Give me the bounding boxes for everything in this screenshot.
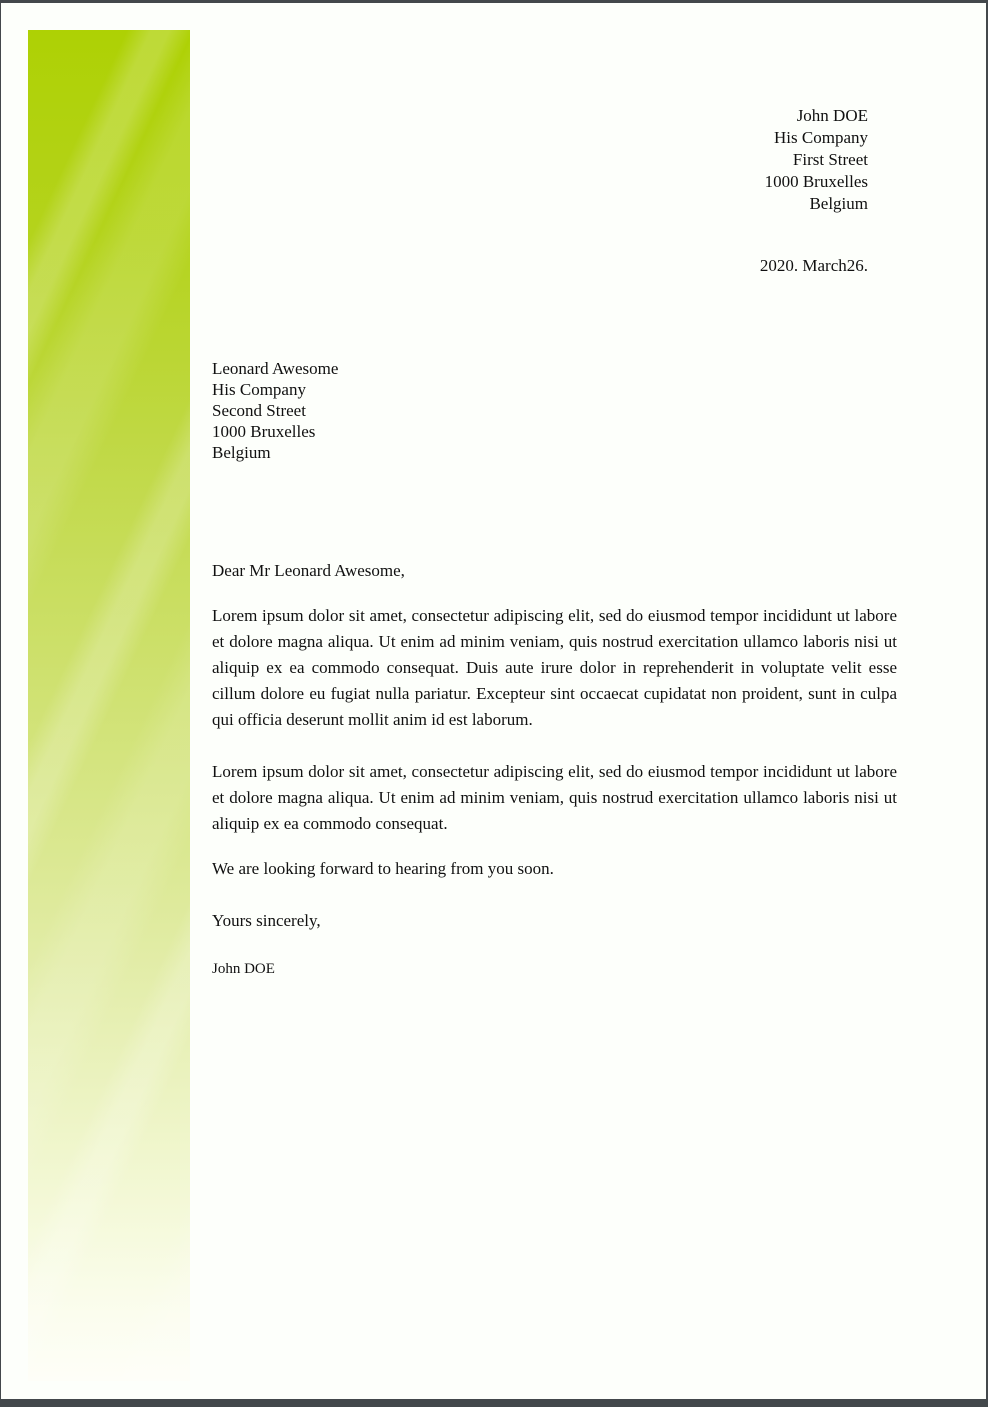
- accent-gradient-bar: [28, 30, 190, 1381]
- recipient-name: Leonard Awesome: [212, 359, 339, 378]
- recipient-address: [212, 358, 897, 463]
- sender-street: First Street: [792, 150, 868, 169]
- body-paragraph: Lorem ipsum dolor sit amet, consectetur adipiscing elit, sed do eiusmod tempor incididunt ut labore et dolore magna aliqua. Ut enim ad minim veniam, quis nostrud exercitation ullamco laboris nisi ut aliquip ex ea commodo consequat. Duis aute irure dolor in reprehenderit in voluptate velit esse cillum dolore eu fugiat nulla pariatur. Excepteur sint occaecat cupidatat non proident, sunt in culpa qui officia deserunt mollit anim id est laborum.: [212, 606, 897, 729]
- sender-address: [212, 105, 897, 215]
- signature: John DOE: [212, 961, 275, 977]
- salutation: Dear Mr Leonard Awesome,: [212, 561, 405, 580]
- closing-line: We are looking forward to hearing from you soon.: [212, 859, 554, 878]
- letter-page: [1, 3, 986, 1399]
- recipient-street: Second Street: [212, 401, 306, 420]
- recipient-country: Belgium: [212, 443, 271, 462]
- recipient-city: 1000 Bruxelles: [212, 422, 316, 441]
- letter-content: [212, 3, 897, 980]
- sender-country: Belgium: [809, 194, 868, 213]
- body-paragraph: Lorem ipsum dolor sit amet, consectetur adipiscing elit, sed do eiusmod tempor incididunt ut labore et dolore magna aliqua. Ut enim ad minim veniam, quis nostrud exercitation ullamco laboris nisi ut aliquip ex ea commodo consequat.: [212, 762, 897, 833]
- letter-date: 2020. March26.: [759, 256, 868, 275]
- sender-city: 1000 Bruxelles: [764, 172, 868, 191]
- recipient-company: His Company: [212, 380, 306, 399]
- valediction: Yours sincerely,: [212, 911, 321, 930]
- sender-name: John DOE: [796, 106, 868, 125]
- sender-company: His Company: [774, 128, 868, 147]
